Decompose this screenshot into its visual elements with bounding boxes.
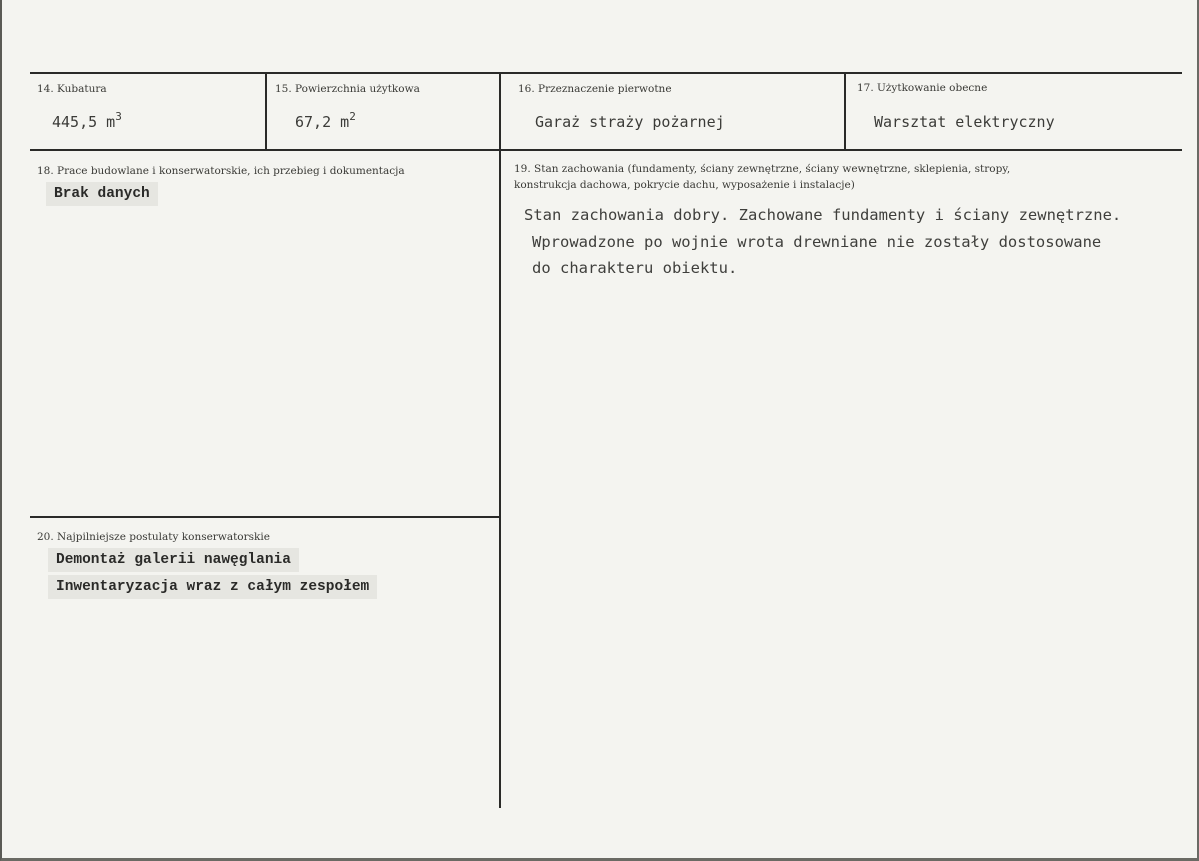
- condition-line-2: Wprowadzone po wojnie wrota drewniane nie zostały dostosowane: [532, 232, 1102, 251]
- row-divider-left: [30, 516, 500, 518]
- condition-line-3: do charakteru obiektu.: [532, 259, 738, 277]
- field-19-label-line1: 19. Stan zachowania (fundamenty, ściany zewnętrzne, ściany wewnętrzne, sklepienia, stropy,: [514, 163, 1011, 175]
- field-16-label: 16. Przeznaczenie pierwotne: [518, 83, 672, 95]
- postulate-line-2: Inwentaryzacja wraz z całym zespołem: [48, 575, 377, 599]
- field-16-value: Garaż straży pożarnej: [535, 113, 725, 131]
- top-rule: [30, 72, 1182, 74]
- field-14-label: 14. Kubatura: [37, 83, 107, 95]
- condition-line-1: Stan zachowania dobry. Zachowane fundamenty i ściany zewnętrzne.: [524, 206, 1122, 224]
- row-divider-1: [30, 149, 1182, 151]
- col-divider-3: [844, 73, 846, 150]
- field-15-label: 15. Powierzchnia użytkowa: [275, 83, 420, 95]
- area-value: 67,2 m: [295, 113, 350, 131]
- kubatura-exponent: 3: [115, 110, 122, 123]
- field-18-value: Brak danych: [46, 182, 158, 206]
- field-17-label: 17. Użytkowanie obecne: [857, 82, 988, 94]
- field-18-label: 18. Prace budowlane i konserwatorskie, ich przebieg i dokumentacja: [37, 165, 405, 177]
- col-divider-1: [265, 73, 267, 150]
- field-19-text: [524, 202, 1121, 282]
- kubatura-value: 445,5 m: [52, 113, 116, 131]
- field-17-value: Warsztat elektryczny: [874, 113, 1055, 131]
- field-19-label-line2: konstrukcja dachowa, pokrycie dachu, wyposażenie i instalacje): [514, 179, 855, 191]
- field-20-label: 20. Najpilniejsze postulaty konserwatorskie: [37, 531, 270, 543]
- area-exponent: 2: [349, 110, 356, 123]
- field-14-value: [52, 110, 122, 132]
- field-15-value: [295, 110, 356, 132]
- col-divider-2: [499, 73, 501, 808]
- postulate-line-1: Demontaż galerii nawęglania: [48, 548, 299, 572]
